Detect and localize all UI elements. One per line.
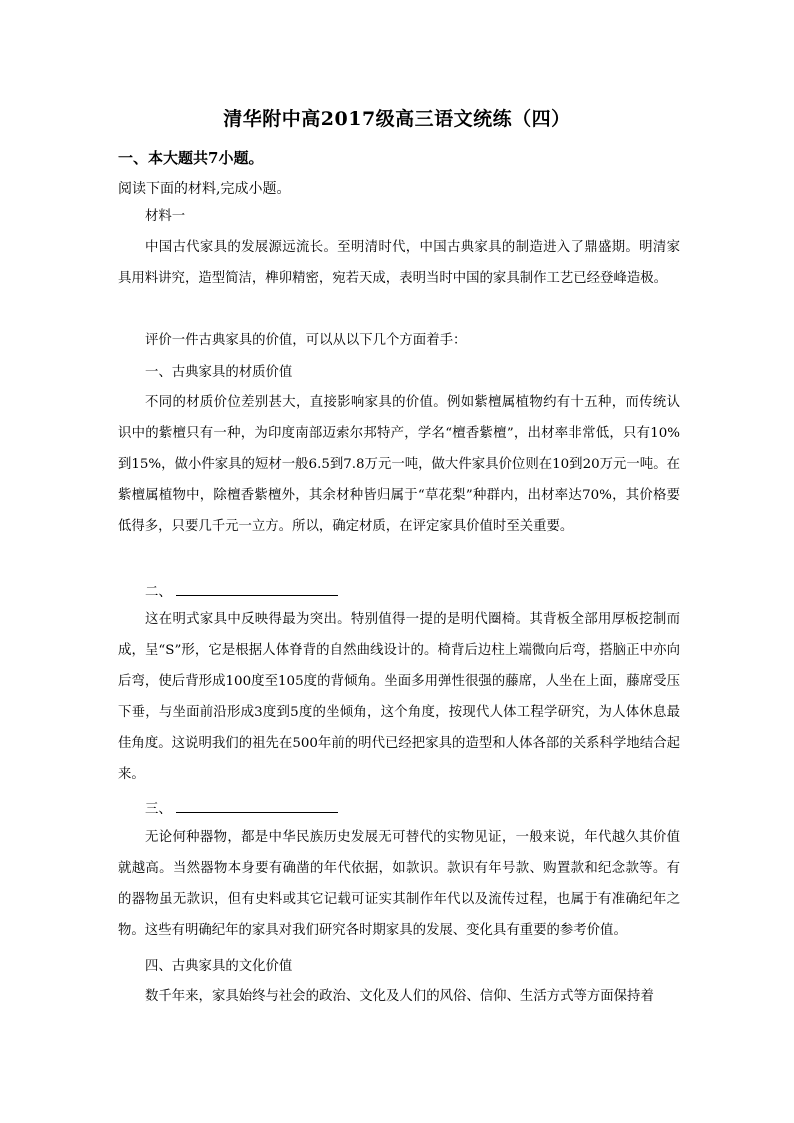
- section-heading: 一、本大题共7小题。: [118, 149, 264, 167]
- paragraph-culture: 数千年来，家具始终与社会的政治、文化及人们的风俗、信仰、生活方式等方面保持着: [145, 989, 654, 1004]
- answer-blank-3[interactable]: [176, 798, 338, 813]
- instruction-text: 阅读下面的材料,完成小题。: [118, 181, 291, 197]
- paragraph-evaluation: 评价一件古典家具的价值，可以从以下几个方面着手：: [145, 333, 467, 348]
- answer-blank-2[interactable]: [176, 581, 338, 596]
- subheading-blank-2: [145, 581, 338, 603]
- paragraph-material: 不同的材质价位差别甚大，直接影响家具的价值。例如紫檀属植物约有十五种，而传统认识中的紫檀只有一种，为印度南部迈索尔邦特产，学名“檀香紫檀”，出材率非常低，只有10%到15%，做小件家具的短材一般6.5到7.8万元一吨，做大件家具价位则在10到20万元一吨。在紫檀属植物中，除檀香紫檀外，其余材种皆归属于“草花梨”种群内，出材率达70%，其价格要低得多，只要几千元一立方。所以，确定材质，在评定家具价值时至关重要。: [118, 395, 680, 534]
- subheading-cultural-value: 四、古典家具的文化价值: [145, 959, 293, 974]
- subheading-material-value: 一、古典家具的材质价值: [145, 365, 293, 380]
- paragraph-intro: 中国古代家具的发展源远流长。至明清时代，中国古典家具的制造进入了鼎盛期。明清家具用料讲究，造型简洁，榫卯精密，宛若天成，表明当时中国的家具制作工艺已经登峰造极。: [118, 240, 680, 286]
- paragraph-dating: 无论何种器物，都是中华民族历史发展无可替代的实物见证，一般来说，年代越久其价值就越高。当然器物本身要有确凿的年代依据，如款识。款识有年号款、购置款和纪念款等。有的器物虽无款识，但有史料或其它记载可证实其制作年代以及流传过程，也属于有准确纪年之物。这些有明确纪年的家具对我们研究各时期家具的发展、变化具有重要的参考价值。: [118, 830, 680, 938]
- paragraph-ming-chair: 这在明式家具中反映得最为突出。特别值得一提的是明代圈椅。其背板全部用厚板挖制而成，呈“S”形，它是根据人体脊背的自然曲线设计的。椅背后边柱上端微向后弯，搭脑正中亦向后弯，使后背形成100度至105度的背倾角。坐面多用弹性很强的藤席，人坐在上面，藤席受压下垂，与坐面前沿形成3度到5度的坐倾角，这个角度，按现代人体工程学研究，为人体休息最佳角度。这说明我们的祖先在500年前的明代已经把家具的造型和人体各部的关系科学地结合起来。: [118, 612, 680, 782]
- page-title: 清华附中高2017级高三语文统练（四）: [223, 108, 571, 130]
- subheading-blank-3: [145, 798, 338, 820]
- subheading-3-number: 三、: [145, 802, 172, 817]
- material-label: 材料一: [145, 209, 186, 224]
- subheading-2-number: 二、: [145, 585, 172, 600]
